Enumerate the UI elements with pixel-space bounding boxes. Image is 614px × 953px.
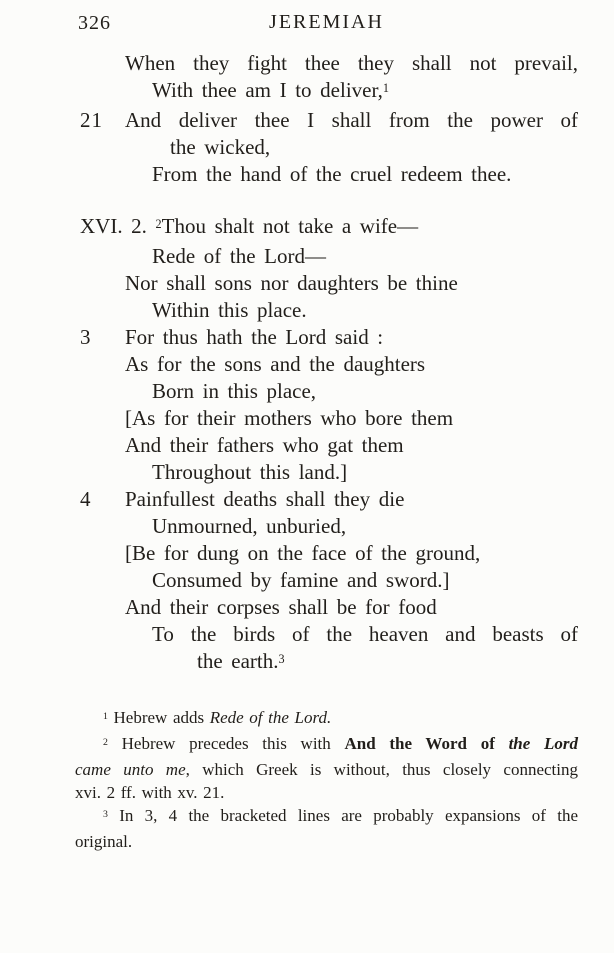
footnote-marker: 3 [278,651,285,666]
footnote-text: original. [75,832,133,851]
footnote-marker: 1 [382,80,389,95]
footnote-line [75,830,578,853]
verse-line [75,243,578,270]
verse-line [75,77,578,107]
running-head-title: JEREMIAH [269,11,384,33]
verse-line [75,213,578,243]
verse-text: When they fight thee they shall not prevail, [125,51,578,75]
verse-line [75,405,578,432]
verse-text: Rede of the Lord— [152,244,326,268]
verse-line [75,297,578,324]
footnote-text: Rede of the Lord. [209,708,332,727]
verse-text: Unmourned, unburied, [152,514,347,538]
page-number: 326 [78,12,111,34]
footnote-line [75,781,578,804]
footnote-text: In 3, 4 the bracketed lines are probably expansions of the [107,806,578,825]
footnote-marker: 2 [155,216,162,231]
verse-text: And deliver thee I shall from the power of [125,108,578,132]
verse-line [75,594,578,621]
verse-line [75,107,578,134]
verse-text: [As for their mothers who bore them [125,406,454,430]
verse-line [75,432,578,459]
verse-text: And their corpses shall be for food [125,595,437,619]
footnote [75,804,578,853]
footnote-line [75,732,578,758]
verse-text: XVI. 2. [80,214,156,238]
verse-line [75,270,578,297]
verse-line [75,567,578,594]
verse-text: And their fathers who gat them [125,433,404,457]
footnote-text: the Lord [508,734,578,753]
footnote-text: , which Greek is without, thus closely connecting [185,760,578,779]
footnote-text: came unto me [75,760,186,779]
verse-text: With thee am I to deliver, [152,78,383,102]
verse-text: Throughout this land.] [152,460,348,484]
verse-text: To the birds of the heaven and beasts of [152,622,578,646]
verse-text: Within this place. [152,298,307,322]
verse-line [75,621,578,648]
footnotes-block [75,706,578,853]
verse-text: For thus hath the Lord said : [125,325,384,349]
footnote [75,706,578,732]
footnote [75,732,578,804]
footnote-marker: 1 [103,710,108,722]
page-header [75,10,578,34]
verse-line [75,513,578,540]
verse-line [75,351,578,378]
footnote-line [75,706,578,732]
verse-text: Nor shall sons nor daughters be thine [125,271,458,295]
footnote-marker: 3 [103,808,108,820]
verse-text: the earth. [197,649,279,673]
verse-line [75,50,578,77]
verse-text: Painfullest deaths shall they die [125,487,405,511]
verse-text: the wicked, [170,135,271,159]
verse-number: 4 [80,487,92,511]
footnote-marker: 2 [103,736,108,748]
verse-text: As for the sons and the daughters [125,352,426,376]
verse-text-block [75,50,578,678]
verse-number: 21 [80,108,103,132]
verse-text: [Be for dung on the face of the ground, [125,541,481,565]
verse-line [75,648,578,678]
verse-number: 3 [80,325,92,349]
verse-line [75,459,578,486]
footnote-text: Hebrew adds [107,708,210,727]
verse-line [75,324,578,351]
verse-text: Consumed by famine and sword.] [152,568,450,592]
verse-text: Born in this place, [152,379,317,403]
footnote-text: xvi. 2 ff. with xv. 21. [75,783,225,802]
footnote-line [75,758,578,781]
verse-text: Thou shalt not take a wife— [161,214,419,238]
verse-line [75,378,578,405]
verse-line [75,161,578,188]
footnote-line [75,804,578,830]
verse-text: From the hand of the cruel redeem thee. [152,162,512,186]
footnote-text: And the Word of [344,734,509,753]
verse-line [75,134,578,161]
footnote-text: Hebrew precedes this with [107,734,345,753]
verse-line [75,486,578,513]
verse-line [75,540,578,567]
